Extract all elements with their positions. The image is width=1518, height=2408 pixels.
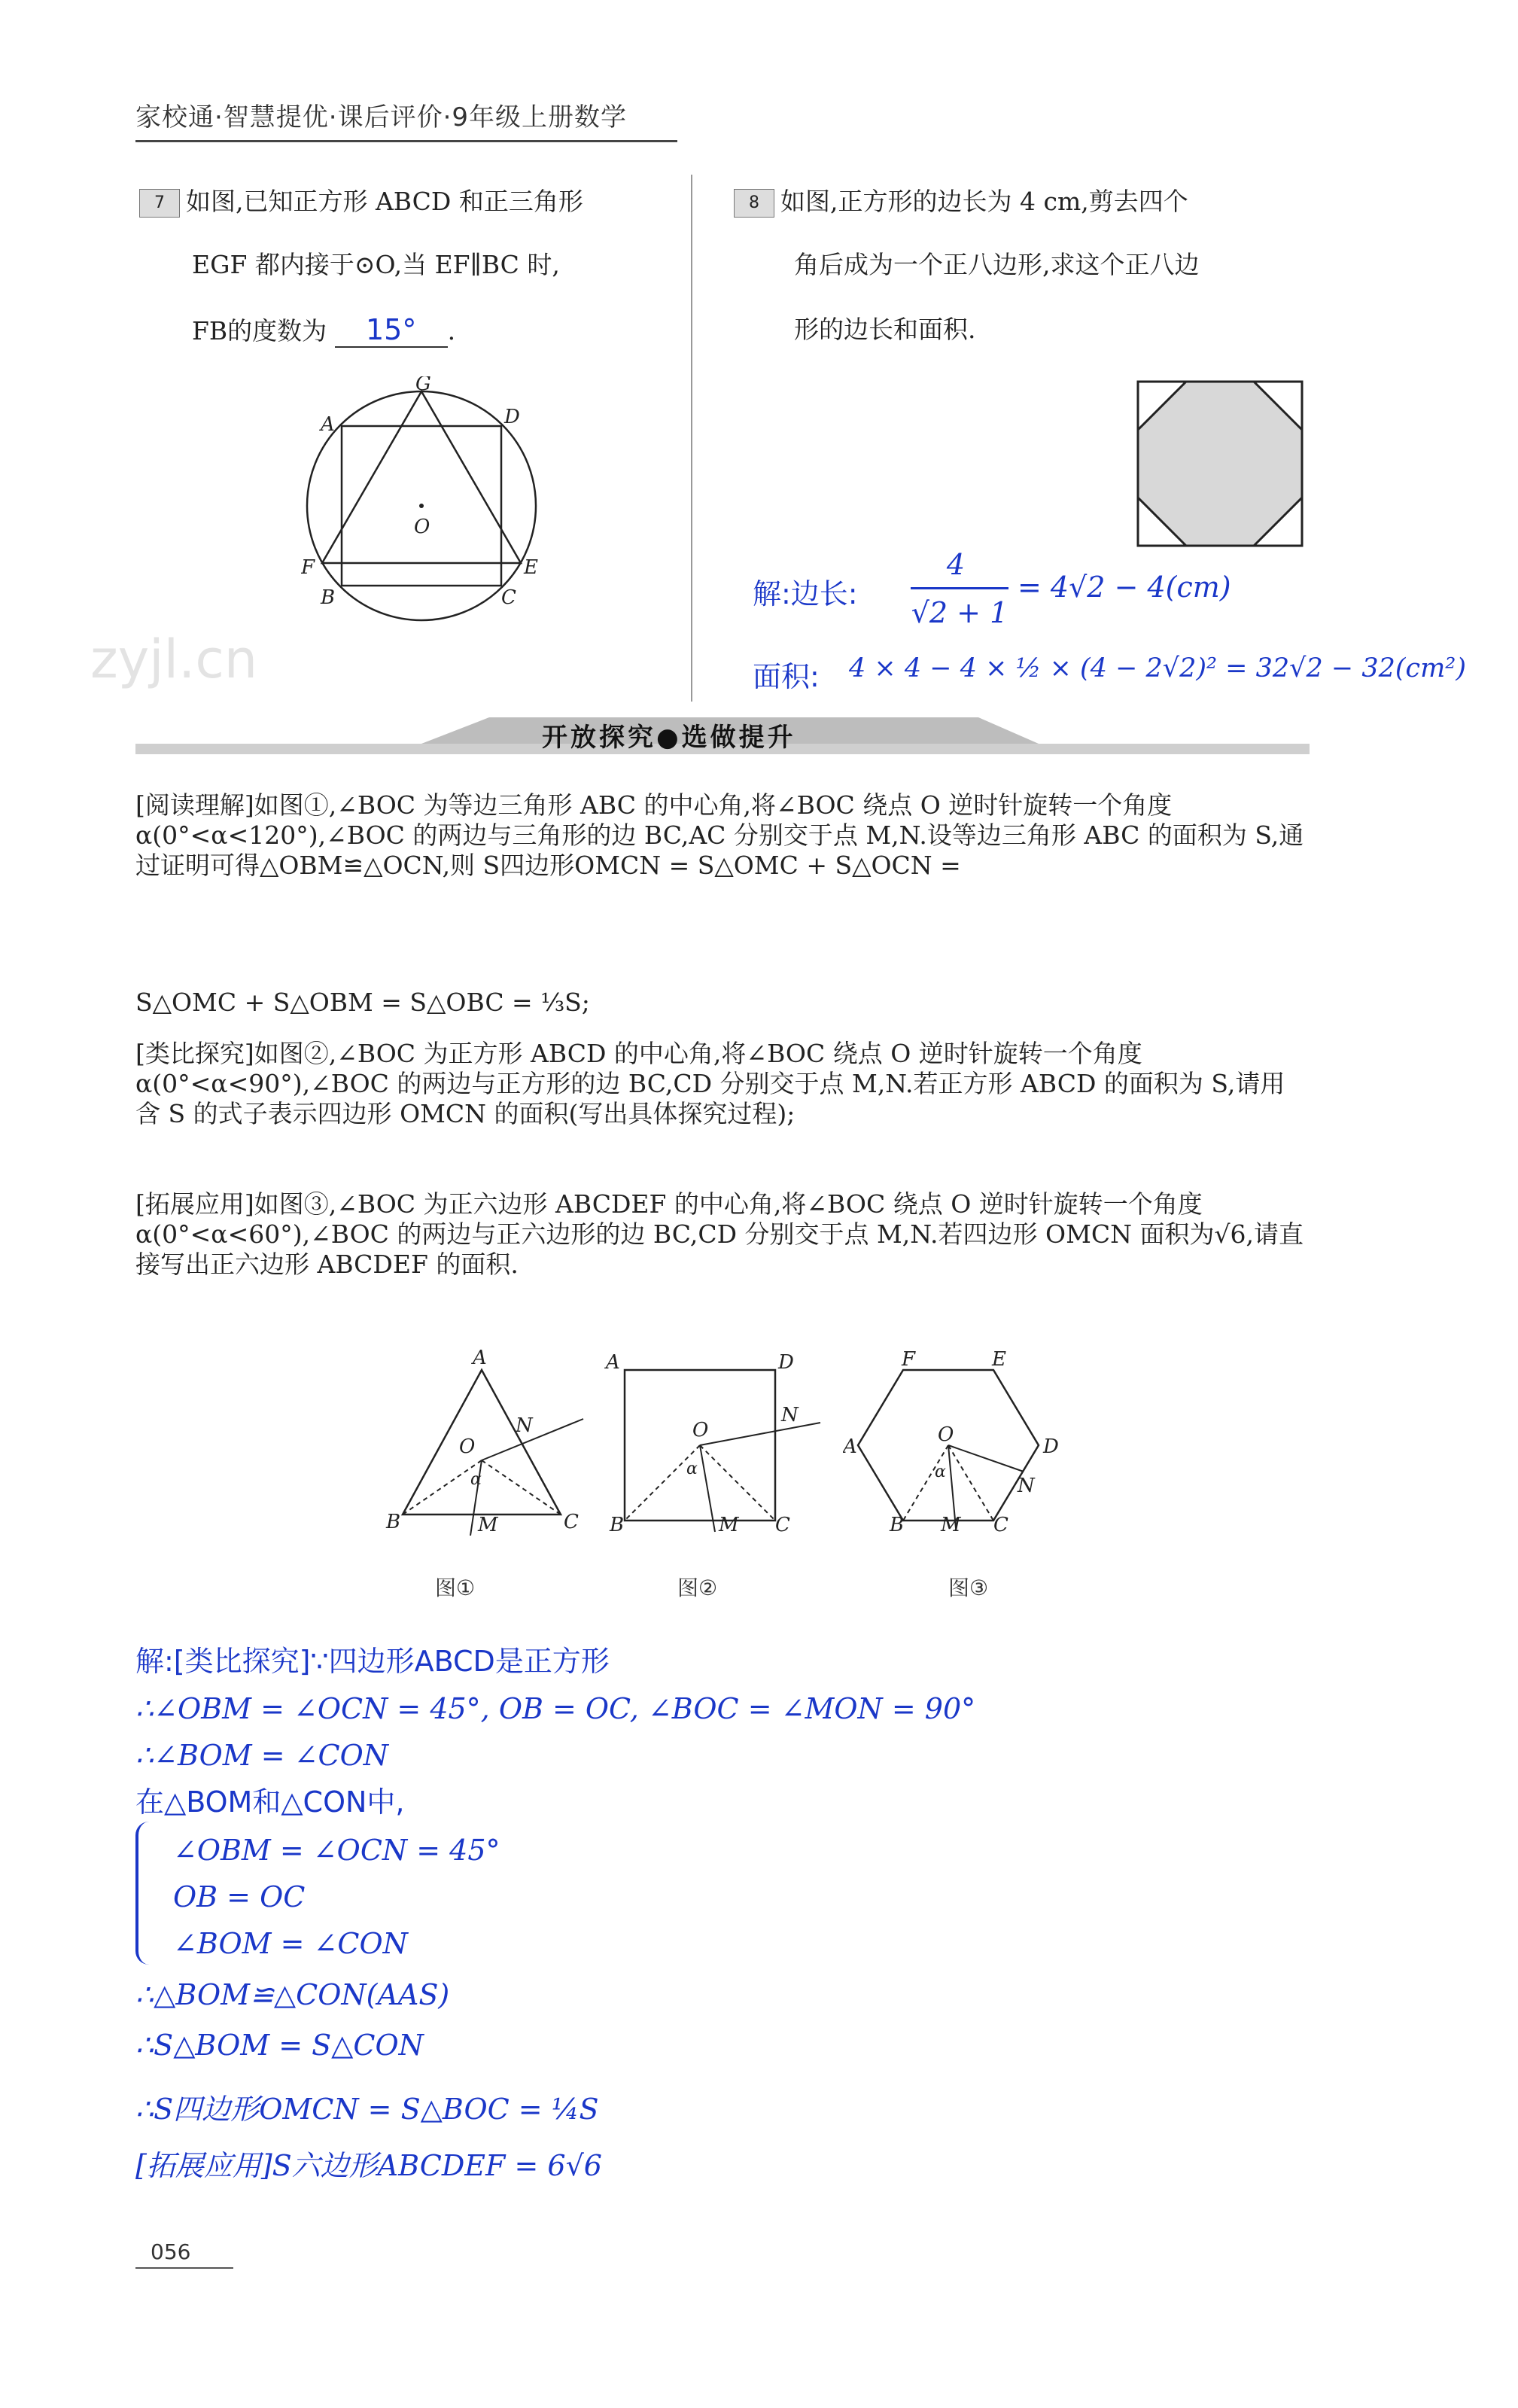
q8-answer-side-result: = 4√2 − 4(cm) (1018, 571, 1231, 604)
q7-line1: 7 如图,已知正方形 ABCD 和正三角形 (139, 187, 583, 218)
q7-label-f: F (301, 556, 315, 579)
column-divider (691, 175, 692, 702)
solution-line-4: 在△BOM和△CON中, (135, 1785, 405, 1819)
q7-answer: 15° (365, 313, 417, 346)
fig3-label-m: M (941, 1514, 961, 1536)
q7-label-a: A (321, 413, 335, 436)
q8-number: 8 (734, 189, 774, 218)
fig1-label-alpha: α (470, 1470, 482, 1489)
fig3-label-f: F (902, 1348, 916, 1371)
fig1-label-a: A (473, 1347, 487, 1369)
q8-answer-frac-num: 4 (946, 548, 966, 581)
q8-octagon (1138, 382, 1302, 546)
q7-label-c: C (501, 586, 516, 609)
solution-line-6: OB = OC (173, 1880, 306, 1913)
fig1-label-o: O (459, 1435, 476, 1458)
q7-label-o: O (414, 516, 430, 538)
fig2-label-n: N (781, 1404, 799, 1426)
fig2-label-d: D (778, 1351, 794, 1374)
page-number: 056 (151, 2239, 191, 2264)
fig3-label-n: N (1018, 1475, 1035, 1497)
fig1-label-m: M (478, 1514, 498, 1536)
q8-line2: 角后成为一个正八边形,求这个正八边 (794, 250, 1200, 279)
solution-brace (135, 1822, 154, 1965)
solution-line-9: ∴S△BOM = S△CON (135, 2029, 424, 2062)
q8-answer-area-expr: 4 × 4 − 4 × ½ × (4 − 2√2)² = 32√2 − 32(cm²) (849, 653, 1466, 683)
page-number-rule (135, 2267, 233, 2269)
problem-extension: [拓展应用]如图③,∠BOC 为正六边形 ABCDEF 的中心角,将∠BOC 绕点 O 逆时针旋转一个角度 α(0°<α<60°),∠BOC 的两边与正六边形的边 BC,CD 分别交于点 M,N.若四边形 OMCN 面积为√6,请直接写出正六边形 ABCDEF 的面积. (135, 1189, 1304, 1279)
fig2-label-c: C (775, 1514, 790, 1536)
figure-1 (380, 1347, 598, 1536)
header-rule (135, 140, 677, 142)
fig3-label-c: C (993, 1514, 1008, 1536)
fig3-label-d: D (1043, 1435, 1059, 1458)
fig2-label-a: A (606, 1351, 620, 1374)
figure-2-caption: 图② (677, 1575, 718, 1600)
watermark: zyjl.cn (90, 629, 258, 690)
q8-answer-frac-den: √2 + 1 (911, 596, 1008, 629)
solution-line-11: [拓展应用]S六边形ABCDEF = 6√6 (135, 2149, 602, 2182)
q7-number: 7 (139, 189, 180, 218)
solution-line-5: ∠OBM = ∠OCN = 45° (173, 1834, 500, 1867)
q7-label-d: D (504, 406, 520, 428)
problem-analogy: [类比探究]如图②,∠BOC 为正方形 ABCD 的中心角,将∠BOC 绕点 O 逆时针旋转一个角度 α(0°<α<90°),∠BOC 的两边与正方形的边 BC,CD 分别交于点 M,N.若正方形 ABCD 的面积为 S,请用含 S 的式子表示四边形 OMCN 的面积(写出具体探究过程); (135, 1039, 1285, 1128)
fig2-label-alpha: α (686, 1460, 698, 1478)
fig1-triangle (403, 1370, 561, 1515)
figure-1-caption: 图① (435, 1575, 476, 1600)
figure-3-caption: 图③ (948, 1575, 989, 1600)
q7-label-e: E (524, 556, 538, 579)
page-header: 家校通·智慧提优·课后评价·9年级上册数学 (135, 102, 628, 132)
q7-center-dot (419, 504, 424, 508)
fig2-label-b: B (610, 1514, 625, 1536)
solution-line-3: ∴∠BOM = ∠CON (135, 1739, 389, 1772)
figure-2 (602, 1347, 828, 1536)
q7-figure (301, 376, 542, 625)
q7-label-g: G (415, 376, 431, 395)
fig1-label-c: C (564, 1511, 579, 1533)
q7-line2: EGF 都内接于⊙O,当 EF∥BC 时, (192, 250, 560, 279)
fig2-label-o: O (692, 1419, 709, 1441)
fig3-label-b: B (890, 1514, 905, 1536)
q8-line3: 形的边长和面积. (794, 315, 976, 344)
fig3-label-a: A (843, 1435, 857, 1458)
fig3-label-alpha: α (935, 1463, 946, 1481)
figure-3 (843, 1347, 1076, 1536)
fig3-label-e: E (992, 1348, 1006, 1371)
fig1-label-b: B (386, 1511, 401, 1533)
q7-label-b: B (321, 586, 336, 609)
fig1-label-n: N (516, 1414, 533, 1437)
fig3-label-o: O (938, 1423, 954, 1446)
problem-reading: [阅读理解]如图①,∠BOC 为等边三角形 ABC 的中心角,将∠BOC 绕点 O 逆时针旋转一个角度 α(0°<α<120°),∠BOC 的两边与三角形的边 BC,AC 分别交于点 M,N.设等边三角形 ABC 的面积为 S,通过证明可得△OBM≌△OCN,则 S四边形OMCN = S△OMC + S△OCN = (135, 790, 1304, 880)
q8-answer-frac-bar (911, 587, 1008, 589)
q8-answer-area-label: 面积: (753, 660, 820, 693)
q8-figure (1136, 380, 1304, 547)
q7-line3: FB的度数为 15° . (192, 313, 456, 346)
solution-line-8: ∴△BOM≌△CON(AAS) (135, 1978, 450, 2011)
solution-line-2: ∴∠OBM = ∠OCN = 45°, OB = OC, ∠BOC = ∠MON = 90° (135, 1692, 976, 1725)
q8-line1: 8 如图,正方形的边长为 4 cm,剪去四个 (734, 187, 1188, 218)
problem-reading-result: S△OMC + S△OBM = S△OBC = ⅓S; (135, 988, 590, 1017)
solution-line-7: ∠BOM = ∠CON (173, 1927, 408, 1960)
solution-line-1: 解:[类比探究]∵四边形ABCD是正方形 (135, 1645, 610, 1678)
solution-line-10: ∴S四边形OMCN = S△BOC = ¼S (135, 2093, 599, 2126)
banner-title: 开放探究●选做提升 (542, 723, 796, 753)
fig2-label-m: M (719, 1514, 739, 1536)
q8-answer-side-label: 解:边长: (753, 577, 858, 610)
